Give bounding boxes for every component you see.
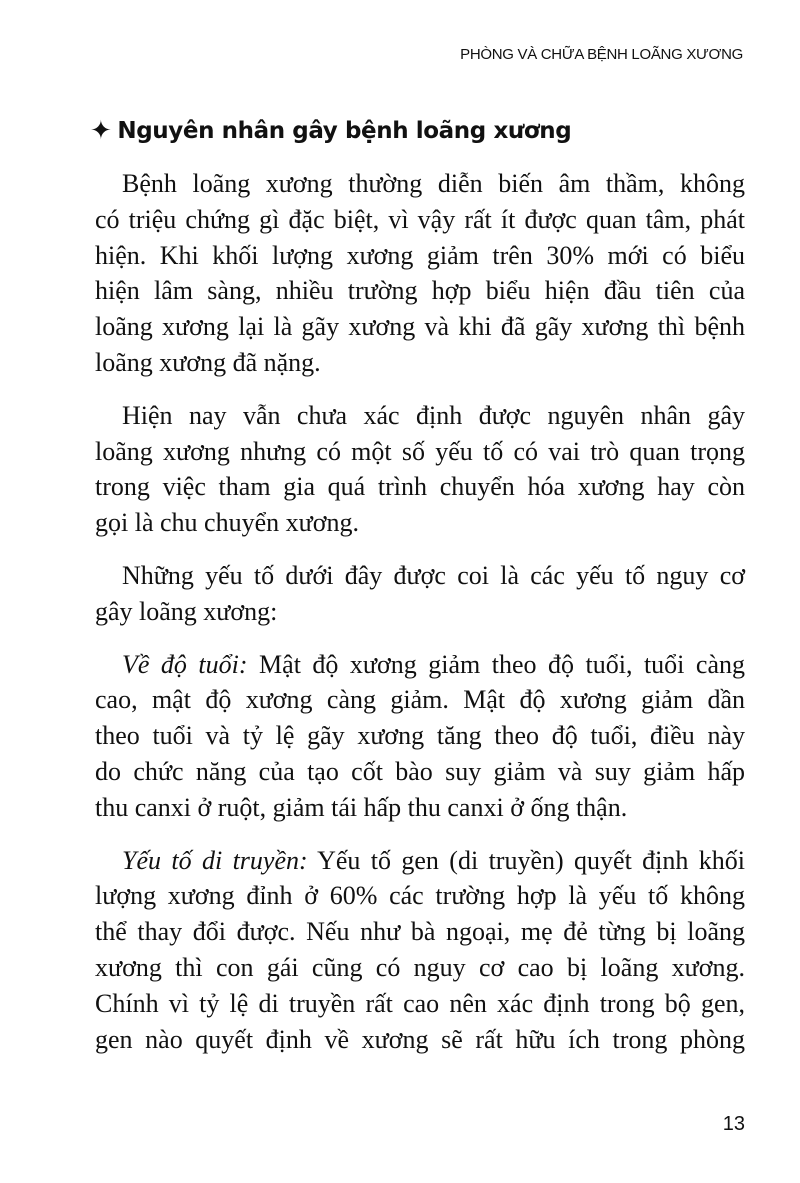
text-line: loãng xương nhưng có một số yếu tố có vai trò quan trọng bbox=[95, 436, 745, 466]
italic-lead: Yếu tố di truyền: bbox=[122, 845, 308, 875]
text-line: gọi là chu chuyển xương. bbox=[95, 508, 359, 538]
italic-lead: Về độ tuổi: bbox=[122, 649, 248, 679]
text-line: cao, mật độ xương càng giảm. Mật độ xương giảm dần bbox=[95, 685, 745, 715]
text-line bbox=[95, 647, 745, 683]
line-text: Mật độ xương giảm theo độ tuổi, tuổi càng bbox=[247, 649, 745, 679]
text-line: lượng xương đỉnh ở 60% các trường hợp là yếu tố không bbox=[95, 881, 745, 911]
text-line: hiện. Khi khối lượng xương giảm trên 30% mới có biểu bbox=[95, 240, 745, 270]
page-number: 13 bbox=[722, 1113, 745, 1135]
text-line: trong việc tham gia quá trình chuyển hóa xương hay còn bbox=[95, 472, 745, 502]
body-text bbox=[95, 166, 745, 1074]
text-line: Những yếu tố dưới đây được coi là các yếu tố nguy cơ bbox=[122, 560, 745, 590]
text-line: hiện lâm sàng, nhiều trường hợp biểu hiện đầu tiên của bbox=[95, 276, 745, 306]
paragraph bbox=[95, 647, 745, 826]
text-line: do chức năng của tạo cốt bào suy giảm và suy giảm hấp bbox=[95, 756, 745, 786]
text-line: thu canxi ở ruột, giảm tái hấp thu canxi ở ống thận. bbox=[95, 792, 628, 822]
text-line: Chính vì tỷ lệ di truyền rất cao nên xác định trong bộ gen, bbox=[95, 988, 745, 1018]
text-line: Bệnh loãng xương thường diễn biến âm thầm, không bbox=[122, 169, 745, 198]
text-line bbox=[95, 843, 745, 879]
text-line: thể thay đổi được. Nếu như bà ngoại, mẹ đẻ từng bị loãng bbox=[95, 917, 745, 947]
section-heading bbox=[90, 118, 571, 144]
paragraph bbox=[95, 166, 745, 381]
text-line: Hiện nay vẫn chưa xác định được nguyên nhân gây bbox=[122, 400, 745, 430]
text-line: xương thì con gái cũng có nguy cơ cao bị loãng xương. bbox=[95, 952, 745, 982]
four-point-star-icon: ✦ bbox=[90, 116, 112, 146]
text-line: loãng xương lại là gãy xương và khi đã gãy xương thì bệnh bbox=[95, 312, 745, 342]
paragraph bbox=[95, 398, 745, 541]
line-text: Yếu tố gen (di truyền) quyết định khối bbox=[307, 845, 745, 875]
running-header: PHÒNG VÀ CHỮA BỆNH LOÃNG XƯƠNG bbox=[460, 46, 743, 63]
paragraph bbox=[95, 558, 745, 630]
text-line: theo tuổi và tỷ lệ gãy xương tăng theo độ tuổi, điều này bbox=[95, 721, 745, 751]
text-line: gen nào quyết định về xương sẽ rất hữu ích trong phòng bbox=[95, 1024, 745, 1054]
text-line: có triệu chứng gì đặc biệt, vì vậy rất ít được quan tâm, phát bbox=[95, 204, 745, 234]
text-line: loãng xương đã nặng. bbox=[95, 347, 321, 377]
section-title: Nguyên nhân gây bệnh loãng xương bbox=[117, 118, 572, 144]
text-line: gây loãng xương: bbox=[95, 596, 278, 626]
paragraph bbox=[95, 843, 745, 1058]
